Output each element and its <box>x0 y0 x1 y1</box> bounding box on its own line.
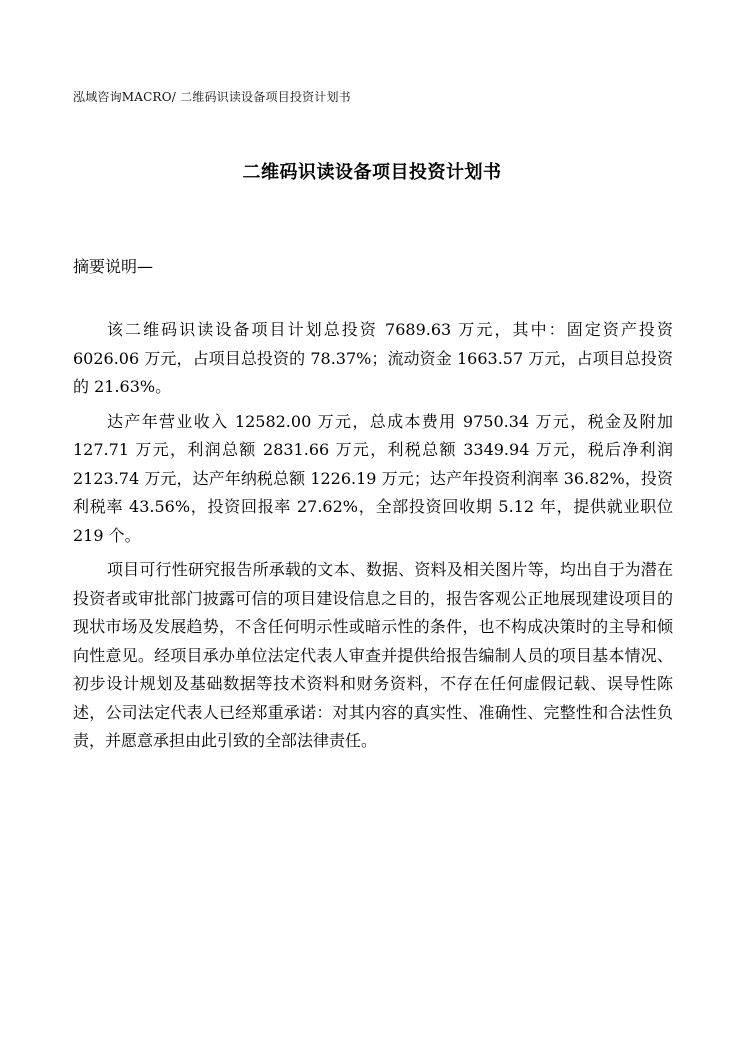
document-title: 二维码识读设备项目投资计划书 <box>242 162 502 183</box>
paragraph-financials: 达产年营业收入 12582.00 万元，总成本费用 9750.34 万元，税金及附加 127.71 万元，利润总额 2831.66 万元，利税总额 3349.94 万元，税后净利润 2123.74 万元，达产年纳税总额 1226.19 万元；达产年投资利润率 36.82%，投资利税率 43.56%，投资回报率 27.62%，全部投资回收期 5.12 年，提供就业职位 219 个。 <box>73 411 673 545</box>
section-heading-summary: 摘要说明— <box>73 257 154 276</box>
paragraph-investment: 该二维码识读设备项目计划总投资 7689.63 万元，其中：固定资产投资 6026.06 万元，占项目总投资的 78.37%；流动资金 1663.57 万元，占项目总投资的 21.63%。 <box>73 320 673 396</box>
running-header: 泓域咨询MACRO/ 二维码识读设备项目投资计划书 <box>73 90 351 104</box>
summary-body <box>73 316 673 762</box>
paragraph-disclaimer: 项目可行性研究报告所承载的文本、数据、资料及相关图片等，均出自于为潜在投资者或审批部门披露可信的项目建设信息之目的，报告客观公正地展现建设项目的现状市场及发展趋势，不含任何明示性或暗示性的条件，也不构成决策时的主导和倾向性意见。经项目承办单位法定代表人审查并提供给报告编制人员的项目基本情况、初步设计规划及基础数据等技术资料和财务资料，不存在任何虚假记载、误导性陈述，公司法定代表人已经郑重承诺：对其内容的真实性、准确性、完整性和合法性负责，并愿意承担由此引致的全部法律责任。 <box>73 560 673 750</box>
